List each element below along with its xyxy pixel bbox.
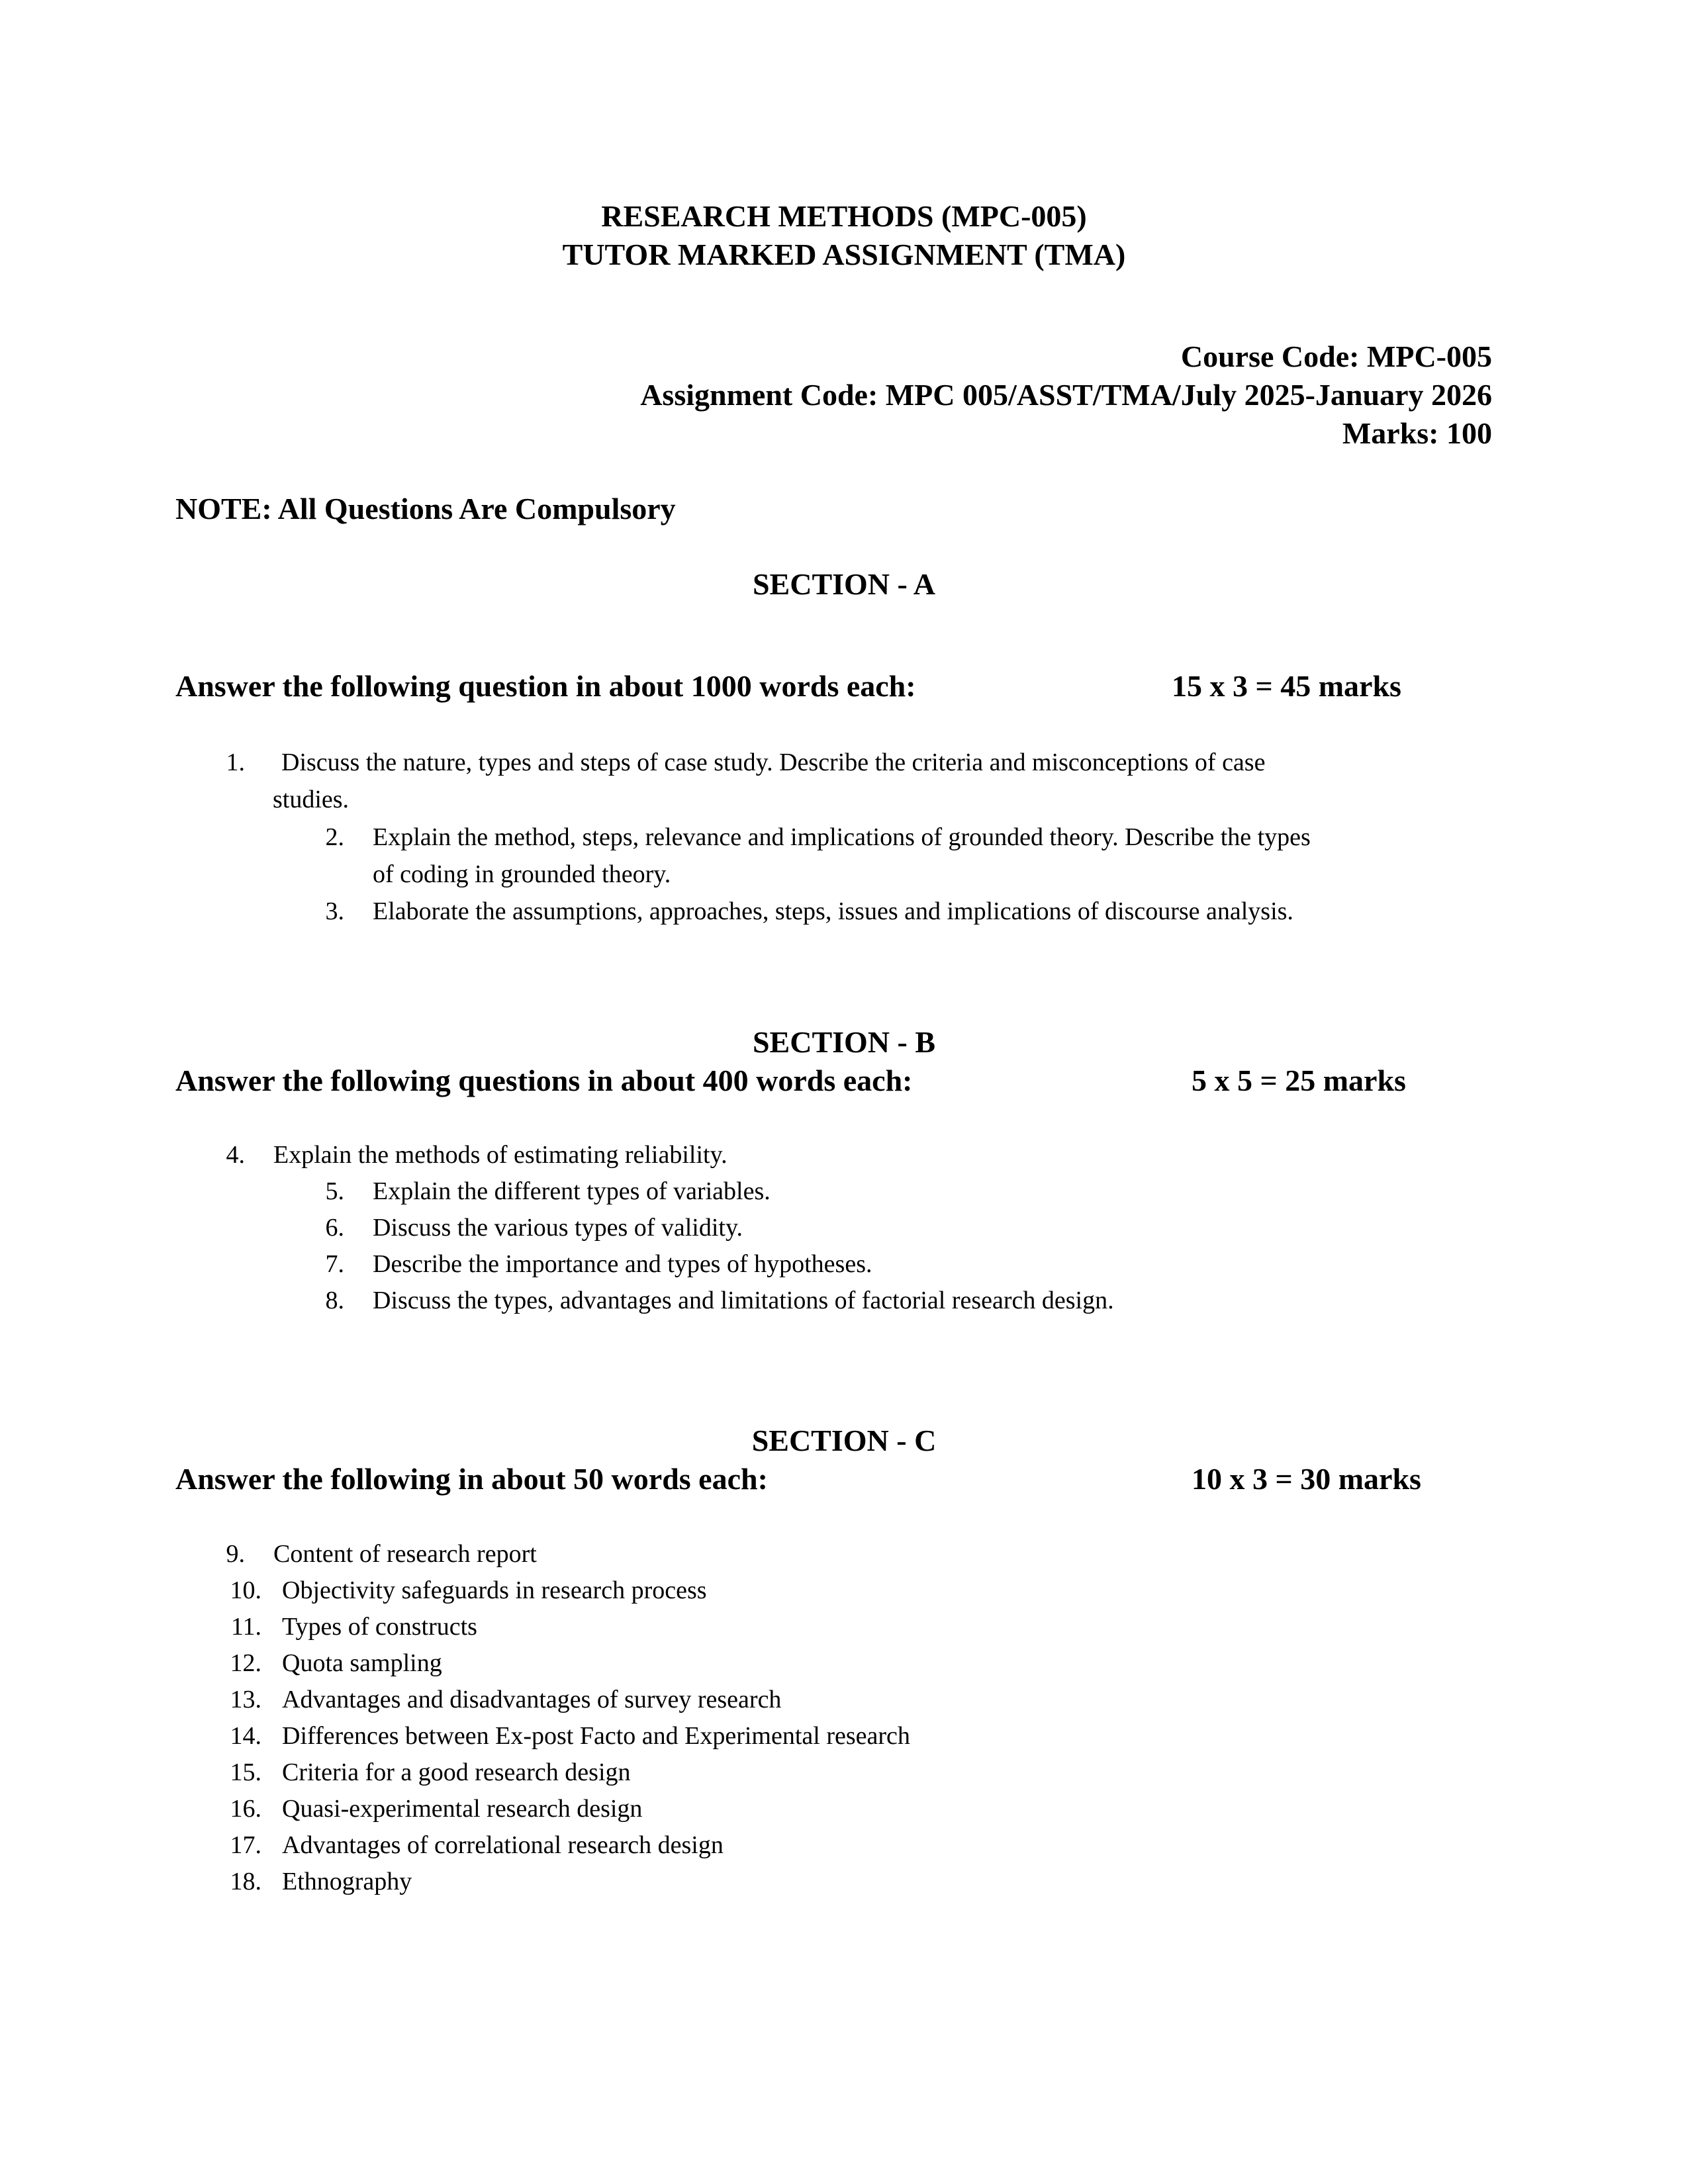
document-title: RESEARCH METHODS (MPC-005) [601, 199, 1087, 233]
question-number: 3. [325, 897, 344, 925]
section-c-marks: 10 x 3 = 30 marks [1192, 1462, 1421, 1496]
section-c-title: SECTION - C [751, 1424, 937, 1457]
question-text: Types of constructs [282, 1613, 477, 1641]
question-text: Elaborate the assumptions, approaches, steps, issues and implications of discourse analysis. [373, 897, 1293, 925]
question-number: 8. [325, 1287, 344, 1314]
question-number: 5. [325, 1177, 344, 1205]
question-text: Objectivity safeguards in research process [282, 1576, 707, 1604]
question-number: 1. [226, 749, 245, 776]
assignment-code: Assignment Code: MPC 005/ASST/TMA/July 2025-January 2026 [640, 378, 1492, 412]
question-text: Explain the method, steps, relevance and implications of grounded theory. Describe the types [373, 823, 1311, 851]
question-number: 10. [230, 1576, 261, 1604]
section-b-instruction: Answer the following questions in about 400 words each: [175, 1064, 913, 1097]
question-text: Criteria for a good research design [282, 1758, 631, 1786]
question-text: Quasi-experimental research design [282, 1795, 643, 1823]
question-number: 4. [226, 1141, 245, 1169]
course-code: Course Code: MPC-005 [1180, 340, 1492, 373]
question-number: 11. [230, 1613, 261, 1641]
question-number: 6. [325, 1214, 344, 1242]
question-text: Ethnography [282, 1868, 412, 1895]
question-text: Advantages and disadvantages of survey research [282, 1686, 782, 1713]
question-text: Explain the methods of estimating reliability. [273, 1141, 727, 1169]
total-marks: Marks: 100 [1342, 416, 1492, 450]
question-text: Discuss the nature, types and steps of case study. Describe the criteria and misconceptions of case [281, 749, 1266, 776]
question-text: Discuss the types, advantages and limitations of factorial research design. [373, 1287, 1114, 1314]
section-a-title: SECTION - A [752, 567, 936, 601]
question-number: 16. [230, 1795, 261, 1823]
question-text-continued: studies. [273, 786, 350, 813]
question-number: 13. [230, 1686, 261, 1713]
question-number: 17. [230, 1831, 261, 1859]
question-text: Content of research report [273, 1540, 537, 1568]
question-number: 12. [230, 1649, 261, 1677]
question-number: 15. [230, 1758, 261, 1786]
document-subtitle: TUTOR MARKED ASSIGNMENT (TMA) [562, 238, 1126, 271]
question-number: 18. [230, 1868, 261, 1895]
section-b-title: SECTION - B [752, 1025, 936, 1059]
question-text: Describe the importance and types of hypotheses. [373, 1250, 872, 1278]
section-a-marks: 15 x 3 = 45 marks [1172, 669, 1401, 703]
question-number: 2. [325, 823, 344, 851]
question-text: Differences between Ex-post Facto and Experimental research [282, 1722, 910, 1750]
compulsory-note: NOTE: All Questions Are Compulsory [175, 492, 676, 525]
question-text: Explain the different types of variables. [373, 1177, 771, 1205]
question-text: Discuss the various types of validity. [373, 1214, 743, 1242]
section-c-instruction: Answer the following in about 50 words each: [175, 1462, 768, 1496]
question-text: Advantages of correlational research design [282, 1831, 724, 1859]
section-a-instruction: Answer the following question in about 1000 words each: [175, 669, 916, 703]
question-number: 14. [230, 1722, 261, 1750]
question-text: Quota sampling [282, 1649, 442, 1677]
question-text-continued: of coding in grounded theory. [373, 860, 671, 888]
question-number: 7. [325, 1250, 344, 1278]
section-b-marks: 5 x 5 = 25 marks [1192, 1064, 1406, 1097]
question-number: 9. [226, 1540, 245, 1568]
